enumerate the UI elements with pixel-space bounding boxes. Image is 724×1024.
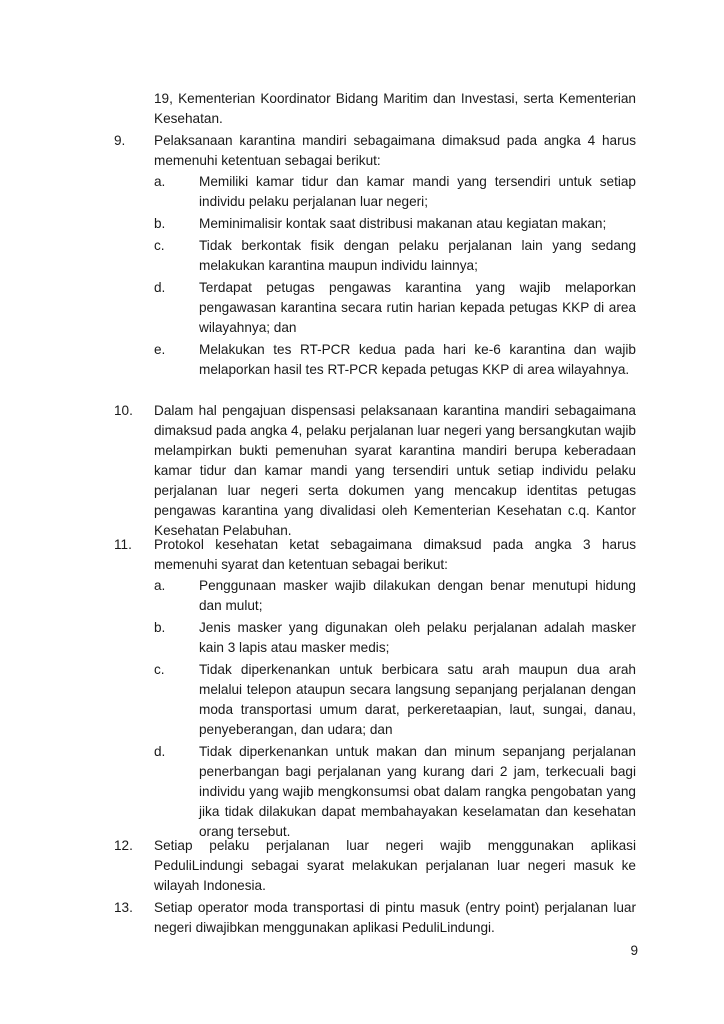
sub-item-text: Jenis masker yang digunakan oleh pelaku perjalanan adalah masker kain 3 lapis atau masker medis;: [199, 620, 636, 655]
sub-item-letter: a.: [154, 174, 166, 189]
item-number: 12.: [114, 838, 133, 853]
item-number: 9.: [114, 133, 126, 148]
sub-item-text: Terdapat petugas pengawas karantina yang wajib melaporkan pengawasan karantina secara rutin harian kepada petugas KKP di area wilayahnya; dan: [199, 280, 636, 335]
sub-item-text: Tidak diperkenankan untuk berbicara satu arah maupun dua arah melalui telepon ataupun secara langsung sepanjang perjalanan dengan moda transportasi umum darat, perkeretaapian, laut, sungai, danau, penyeberangan, dan udara; dan: [199, 662, 636, 737]
sub-item-text: Tidak berkontak fisik dengan pelaku perjalanan lain yang sedang melakukan karantina maupun individu lainnya;: [199, 238, 636, 273]
item-text: Pelaksanaan karantina mandiri sebagaimana dimaksud pada angka 4 harus memenuhi ketentuan sebagai berikut:: [154, 133, 636, 168]
item-text: Setiap operator moda transportasi di pintu masuk (entry point) perjalanan luar negeri diwajibkan menggunakan aplikasi PeduliLindungi.: [154, 900, 636, 935]
sub-item-letter: d.: [154, 280, 166, 295]
sub-item-text: Penggunaan masker wajib dilakukan dengan benar menutupi hidung dan mulut;: [199, 578, 636, 613]
sub-item-letter: b.: [154, 216, 166, 231]
sub-item-letter: a.: [154, 578, 166, 593]
sub-item-text: Tidak diperkenankan untuk makan dan minum sepanjang perjalanan penerbangan bagi perjalanan yang kurang dari 2 jam, terkecuali bagi individu yang wajib mengkonsumsi obat dalam rangka pengobatan yang jika tidak dilakukan dapat membahayakan keselamatan dan kesehatan orang tersebut.: [199, 744, 636, 839]
sub-item-letter: b.: [154, 620, 166, 635]
item-number: 13.: [114, 900, 133, 915]
item-text: Protokol kesehatan ketat sebagaimana dimaksud pada angka 3 harus memenuhi syarat dan ketentuan sebagai berikut:: [154, 537, 636, 572]
sub-item-letter: c.: [154, 662, 165, 677]
item-text: Dalam hal pengajuan dispensasi pelaksanaan karantina mandiri sebagaimana dimaksud pada angka 4, pelaku perjalanan luar negeri yang bersangkutan wajib melampirkan bukti pemenuhan syarat karantina mandiri berupa keberadaan kamar tidur dan kamar mandi yang tersendiri untuk setiap individu pelaku perjalanan luar negeri serta dokumen yang mencakup identitas petugas pengawas karantina yang divalidasi oleh Kementerian Kesehatan c.q. Kantor Kesehatan Pelabuhan.: [154, 403, 636, 538]
page-number: 9: [630, 943, 638, 958]
item-number: 11.: [114, 537, 132, 552]
sub-item-letter: c.: [154, 238, 165, 253]
sub-item-letter: e.: [154, 342, 166, 357]
sub-item-letter: d.: [154, 744, 166, 759]
continuation-paragraph: 19, Kementerian Koordinator Bidang Maritim dan Investasi, serta Kementerian Kesehatan.: [154, 91, 636, 126]
item-text: Setiap pelaku perjalanan luar negeri wajib menggunakan aplikasi PeduliLindungi sebagai syarat melakukan perjalanan luar negeri masuk ke wilayah Indonesia.: [154, 838, 636, 893]
item-number: 10.: [114, 403, 133, 418]
sub-item-text: Memiliki kamar tidur dan kamar mandi yang tersendiri untuk setiap individu pelaku perjalanan luar negeri;: [199, 174, 636, 209]
sub-item-text: Melakukan tes RT-PCR kedua pada hari ke-6 karantina dan wajib melaporkan hasil tes RT-PCR kepada petugas KKP di area wilayahnya.: [199, 342, 636, 377]
sub-item-text: Meminimalisir kontak saat distribusi makanan atau kegiatan makan;: [199, 216, 607, 231]
